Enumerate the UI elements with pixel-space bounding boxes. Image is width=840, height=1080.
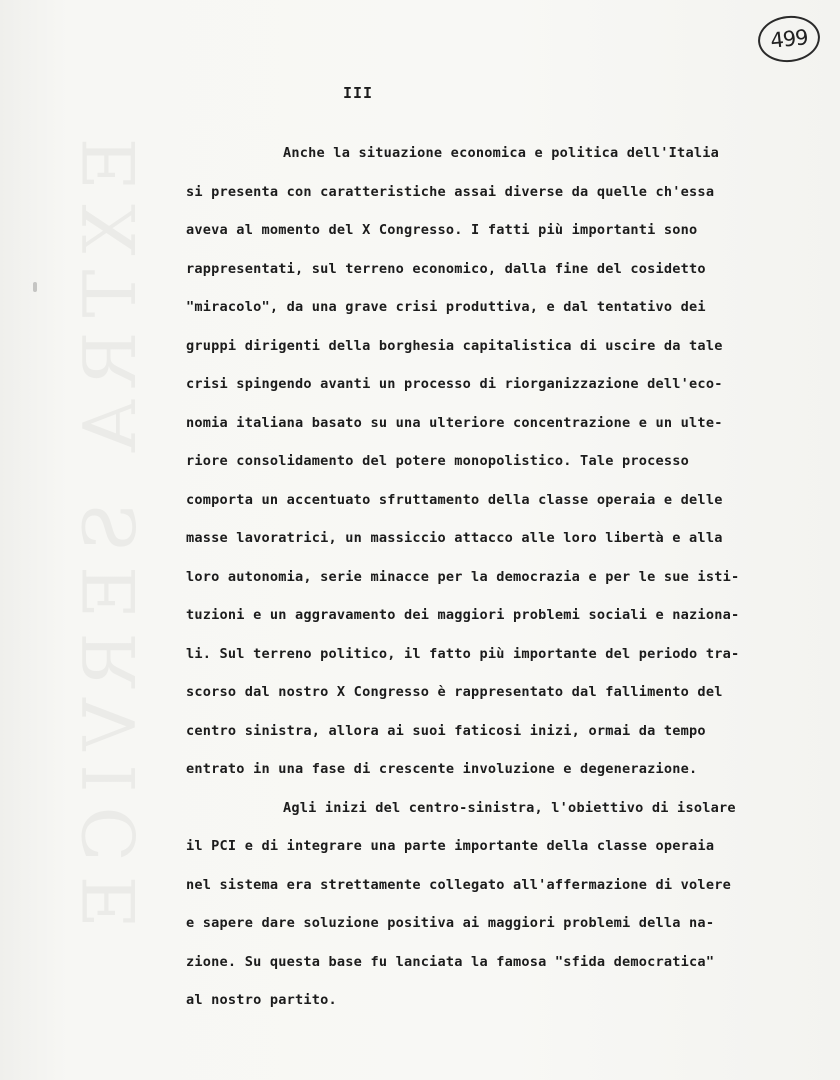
text-line: si presenta con caratteristiche assai diverse da quelle ch'essa: [186, 183, 715, 200]
text-line: gruppi dirigenti della borghesia capitalistica di uscire da tale: [186, 337, 723, 354]
text-line: entrato in una fase di crescente involuzione e degenerazione.: [186, 761, 698, 777]
text-line: loro autonomia, serie minacce per la democrazia e per le sue isti-: [186, 568, 740, 585]
page-number-stamp: 499: [756, 13, 822, 65]
watermark-text: EXTRA SERVICE: [68, 137, 152, 943]
text-line: scorso dal nostro X Congresso è rappresentato dal fallimento del: [186, 684, 723, 700]
text-line: "miracolo", da una grave crisi produttiva, e dal tentativo dei: [186, 299, 706, 315]
text-line: li. Sul terreno politico, il fatto più importante del periodo tra-: [186, 645, 740, 662]
section-numeral: III: [343, 84, 374, 102]
watermark: [60, 60, 160, 1020]
text-line: Anche la situazione economica e politica dell'Italia: [283, 145, 719, 161]
text-line: nomia italiana basato su una ulteriore concentrazione e un ulte-: [186, 414, 723, 431]
text-line: e sapere dare soluzione positiva ai maggiori problemi della na-: [186, 915, 715, 931]
text-line: aveva al momento del X Congresso. I fatti più importanti sono: [186, 222, 698, 238]
text-line: Agli inizi del centro-sinistra, l'obiettivo di isolare: [283, 799, 736, 816]
text-line: masse lavoratrici, un massiccio attacco alle loro libertà e alla: [186, 530, 723, 546]
text-line: riore consolidamento del potere monopolistico. Tale processo: [186, 453, 690, 469]
text-line: nel sistema era strettamente collegato all'affermazione di volere: [186, 876, 731, 893]
text-line: il PCI e di integrare una parte importante della classe operaia: [186, 838, 715, 854]
text-line: centro sinistra, allora ai suoi faticosi inizi, ormai da tempo: [186, 722, 706, 739]
body-text: [186, 134, 826, 1020]
text-line: crisi spingendo avanti un processo di riorganizzazione dell'eco-: [186, 376, 723, 392]
text-line: rappresentati, sul terreno economico, dalla fine del cosidetto: [186, 260, 706, 277]
text-line: comporta un accentuato sfruttamento della classe operaia e delle: [186, 491, 723, 508]
text-line: tuzioni e un aggravamento dei maggiori problemi sociali e naziona-: [186, 607, 740, 623]
paper-speck: [33, 282, 37, 292]
text-line: zione. Su questa base fu lanciata la famosa "sfida democratica": [186, 953, 715, 970]
text-line: al nostro partito.: [186, 992, 337, 1008]
